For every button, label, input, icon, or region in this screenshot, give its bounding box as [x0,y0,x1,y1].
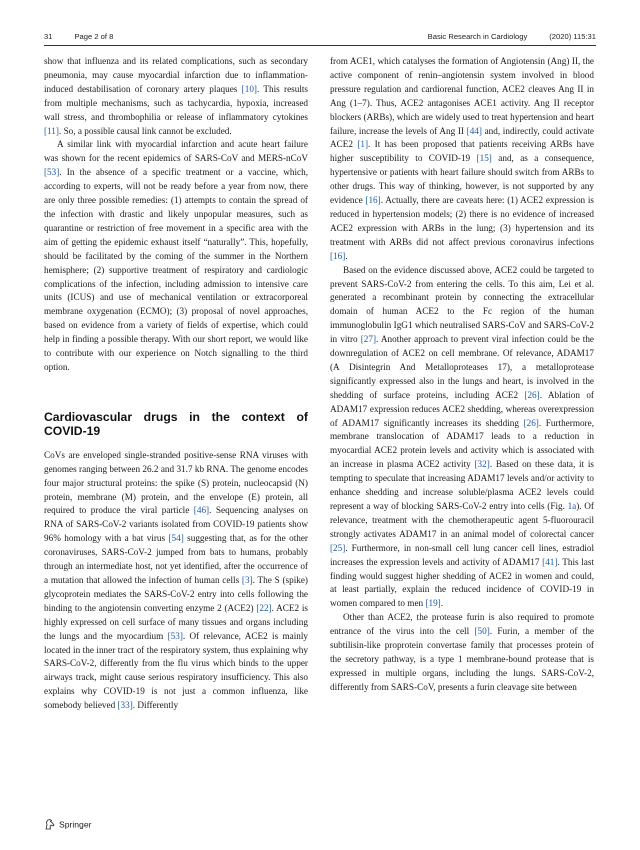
citation-link[interactable]: [46] [193,505,210,516]
paragraph [44,138,308,374]
citation-link[interactable]: [15] [476,153,492,164]
text-run: A similar link with myocardial infarction and acute heart failure was shown for the recent epidemics of SARS-CoV and MERS-nCoV [44,139,308,164]
text-run: and, as a consequence, hypertensive or patients with heart failure should switch from ARBs to other drugs. This way of thinking, however, is not supported by any evidence [330,153,594,206]
text-run: . Sequencing analyses on RNA of SARS-CoV-2 variants isolated from COVID-19 patients show 96% homology with a bat virus [44,505,308,544]
citation-link[interactable]: [19] [425,598,441,609]
text-run: . So, a possible causal link cannot be excluded. [58,125,232,136]
citation-link[interactable]: [54] [168,533,184,544]
citation-link[interactable]: [32] [474,459,490,470]
running-header [44,32,596,46]
text-run: from ACE1, which catalyses the formation of Angiotensin (Ang) II, the active component of renin–angiotensin system involved in blood pressure regulation and cardiorenal function, ACE2 cleaves Ang II in Ang (1–7). Thus, ACE2 antagonises ACE1 activity. Ang II receptor blockers (ARBs), which are widely used to treat hypertension and heart failure, increase the levels of Ang II [330,56,594,136]
publisher-name: Springer [59,819,92,830]
citation-link[interactable]: [33] [117,700,133,711]
text-run: . Of relevance, ACE2 is mainly located in the inner tract of the respiratory system, thus explaining why SARS-CoV-2, differently from the flu virus which binds to the upper airways track, might cause serious respiratory insufficiency. This also explains why COVID-19 is not just a common influenza, like somebody believed [44,630,308,711]
paragraph [330,611,594,694]
text-run: . Differently [132,700,179,711]
page-label: Page 2 of 8 [74,32,114,41]
text-run: and, indirectly, could activate ACE2 [330,125,594,150]
text-run: Other than ACE2, the protease furin is also required to promote entrance of the virus into the cell [330,612,594,637]
paragraph [330,264,594,612]
citation-link[interactable]: [16] [330,250,346,261]
text-run: . Based on these data, it is tempting to speculate that increasing ADAM17 levels and/or activity to enhance shedding and increase soluble/plasma ACE2 levels could represent a way of blocking SARS-CoV-2 entry into cells (Fig. [330,459,594,511]
text-run: Based on the evidence discussed above, ACE2 could be targeted to prevent SARS-CoV-2 from entering the cells. To this aim, Lei et al. generated a recombinant protein by connecting the extracellular domain of human ACE2 to the Fc region of the human immunoglobulin IgG1 which neutralised SARS-CoV and SARS-CoV-2 in vitro [330,264,594,345]
citation-link[interactable]: [22] [256,602,272,613]
text-run: show that influenza and its related complications, such as secondary pneumonia, may cause myocardial infarction due to inflammation-induced destabilisation of coronary artery plaques [44,56,308,94]
text-run: . The S (spike) glycoprotein mediates the SARS-CoV-2 entry into cells following the binding to the angiotensin converting enzyme 2 (ACE2) [44,575,308,613]
right-column [330,55,594,695]
header-rule [44,45,596,46]
citation-link[interactable]: [10] [241,83,257,94]
text-run: . Furthermore, in non-small cell lung cancer cell lines, estradiol increases the expression levels and activity of ADAM17 [330,542,594,567]
left-column [44,55,308,713]
page-footer [44,818,91,832]
citation-link[interactable]: [26] [524,389,540,400]
journal-name: Basic Research in Cardiology [427,32,528,41]
springer-horse-icon [44,818,56,832]
text-run: ). Of relevance, treatment with the chemotherapeutic agent 5-fluorouracil strongly activates ADAM17 in an animal model of colorectal cancer [330,501,594,539]
page-number: 31 [44,32,53,41]
paragraph [44,449,308,713]
text-run: . [440,598,444,609]
text-run: . Another approach to prevent viral infection could be the downregulation of ACE2 on cell membrane. Of relevance, ADAM17 (A Disintegrin And Metalloproteases 17), a metalloprotease significantly expressed also in the lungs and heart, is involved in the shedding of surface proteins, including ACE2 [330,334,594,400]
citation-link[interactable]: [25] [330,542,346,553]
citation-link[interactable]: 1a [567,501,577,511]
paragraph [44,55,308,138]
text-run: . This last finding would suggest higher shedding of ACE2 in women and could, at least partially, explain the reduced incidence of COVID-19 in women compared to men [330,556,594,609]
text-run: . In the absence of a specific treatment or a vaccine, which, according to experts, will not be ready before a year from now, there are only three possible remedies: (1) attempts to contain the spread of the infection with drastic and likely unpopular measures, such as quarantine or restriction of free movement in a specific area with the aim of getting the epidemic exhaust itself “naturally”. This, hopefully, should be facilitated by the coming of the summer in the Northern hemisphere; (2) supportive treatment of respiratory and cardiologic complications of the infection, including admission to intensive care units (ICUS) and use of mechanical ventilation or extracorporeal membrane oxygenation (ECMO); (3) proposal of novel approaches, based on evidence from a variety of fields of expertise, which could help in finding a possible therapy. With our short report, we would like to contribute with our experience on Notch signalling to the third option. [44,167,308,372]
article-citation: (2020) 115:31 [549,32,596,41]
citation-link[interactable]: [1] [357,139,369,150]
citation-link[interactable]: [3] [241,575,253,585]
paragraph [330,55,594,264]
citation-link[interactable]: [27] [360,334,377,345]
text-run: . Actually, there are caveats here: (1) ACE2 expression is reduced in hypertension models; (2) there is no evidence of increased ACE2 expression with ARBs in the lung; (3) hypertension and its treatment with ARBs did not affect previous coronavirus infections [330,195,594,247]
text-run: CoVs are enveloped single-stranded positive-sense RNA viruses with genomes ranging between 26.2 and 31.7 kb RNA. The genome encodes four major structural proteins: the spike (S) protein, nucleocapsid (N) protein, membrane (M) protein, and the envelope (E) protein, all required to produce the viral particle [44,449,308,516]
text-run: . Furin, a member of the subtilisin-like proprotein convertase family that processes protein of the secretory pathway, is a type 1 membrane-bound protease that is expressed in multiple organs, including the lungs. SARS-CoV-2, differently from SARS-CoV, presents a furin cleavage site between [330,626,594,692]
text-run: suggesting that, as for the other coronaviruses, SARS-CoV-2 jumped from bats to humans, probably through an intermediate host, not yet identified, after the occurrence of a mutation that allowed the infection of human cells [44,533,308,585]
citation-link[interactable]: [11] [44,125,59,136]
citation-link[interactable]: [44] [466,125,482,136]
text-run: . [345,250,348,261]
section-heading: Cardiovascular drugs in the context of COVID-19 [44,409,308,438]
citation-link[interactable]: [53] [167,630,183,641]
text-run: . Ablation of ADAM17 expression reduces ACE2 shedding, whereas overexpression of ADAM17 significantly increases its shedding [330,389,594,428]
citation-link[interactable]: [50] [474,626,490,637]
text-run: . Furthermore, membrane translocation of ADAM17 leads to a reduction in myocardial ACE2 protein levels and activity which is associated with an increase in plasma ACE2 activity [330,417,594,470]
citation-link[interactable]: [16] [365,195,381,206]
citation-link[interactable]: [53] [44,167,60,178]
text-run: . This results from multiple mechanisms, such as tachycardia, hypoxia, increased wall stress, and thrombophilia or release of inflammatory cytokines [44,83,309,122]
text-run: . ACE2 is highly expressed on cell surface of many tissues and organs including the lungs and the myocardium [44,602,309,641]
citation-link[interactable]: [41] [542,556,558,567]
text-run: . It has been proposed that patients receiving ARBs have higher susceptibility to COVID-19 [330,139,595,164]
citation-link[interactable]: [26] [523,417,539,428]
